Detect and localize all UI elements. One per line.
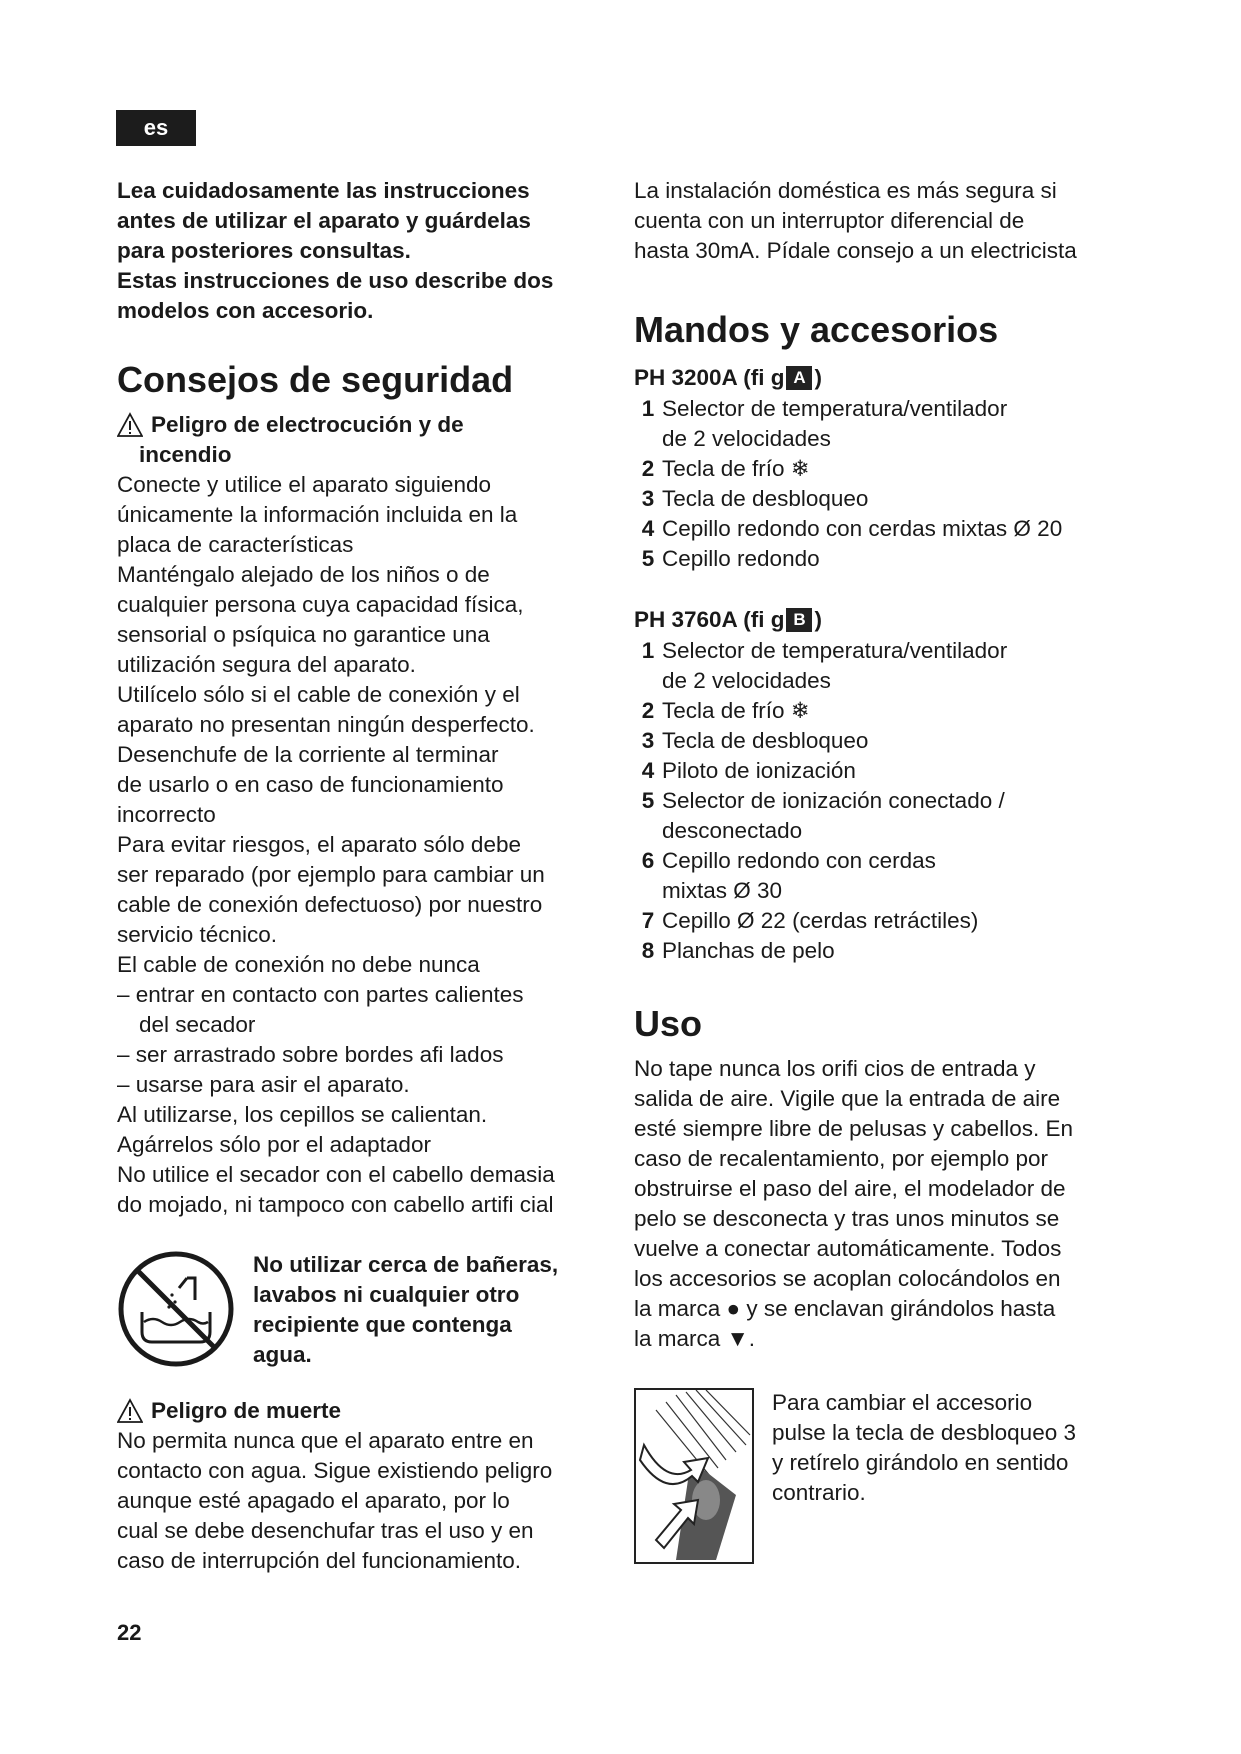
item-text: Tecla de desbloqueo <box>662 486 869 511</box>
body-line: El cable de conexión no debe nunca <box>117 952 480 977</box>
accessory-line: y retírelo girándolo en sentido <box>772 1450 1069 1475</box>
list-item <box>634 936 1129 966</box>
item-text: Cepillo Ø 22 (cerdas retráctiles) <box>662 908 979 933</box>
accessory-line: pulse la tecla de desbloqueo 3 <box>772 1420 1076 1445</box>
list-item <box>634 636 1129 666</box>
intro-line: Estas instrucciones de uso describe dos <box>117 268 554 293</box>
body-line: cualquier persona cuya capacidad física, <box>117 592 524 617</box>
list-item <box>634 394 1129 424</box>
safety-heading: Consejos de seguridad <box>117 359 514 400</box>
warning-title-text: incendio <box>139 442 232 467</box>
left-column <box>117 176 607 1576</box>
item-text: Piloto de ionización <box>662 758 856 783</box>
body-line: ser reparado (por ejemplo para cambiar un <box>117 862 545 887</box>
item-number: 5 <box>641 788 655 813</box>
intro-line: Lea cuidadosamente las instrucciones <box>117 178 530 203</box>
model-title <box>634 604 1129 636</box>
uso-heading: Uso <box>634 1003 703 1044</box>
item-number: 1 <box>641 638 655 663</box>
model-close: ) <box>814 607 822 632</box>
bath-warning-line: recipiente que contenga <box>253 1312 512 1337</box>
item-text: Tecla de desbloqueo <box>662 728 869 753</box>
model-name: PH 3200A (fi g <box>634 365 785 390</box>
body-line: Agárrelos sólo por el adaptador <box>117 1132 431 1157</box>
body-line: de usarlo o en caso de funcionamiento <box>117 772 504 797</box>
body-line: cable de conexión defectuoso) por nuestro <box>117 892 543 917</box>
body-line: aparato no presentan ningún desperfecto. <box>117 712 535 737</box>
bath-warning-line: agua. <box>253 1342 312 1367</box>
electrocution-warning-title <box>117 410 607 440</box>
list-item <box>634 846 1129 876</box>
dash-item: – entrar en contacto con partes calientes <box>117 982 524 1007</box>
body-line: la marca ▼. <box>634 1326 756 1351</box>
uso-body <box>634 1054 1129 1354</box>
body-line: Conecte y utilice el aparato siguiendo <box>117 472 491 497</box>
body-line: incorrecto <box>117 802 216 827</box>
item-number: 1 <box>641 396 655 421</box>
item-text: Cepillo redondo con cerdas mixtas Ø 20 <box>662 516 1063 541</box>
body-line: cual se debe desenchufar tras el uso y en <box>117 1518 534 1543</box>
warning-title-text: Peligro de muerte <box>151 1398 342 1423</box>
body-line: hasta 30mA. Pídale consejo a un electricista <box>634 238 1077 263</box>
body-line: vuelve a conectar automáticamente. Todos <box>634 1236 1062 1261</box>
list-item <box>634 454 1129 484</box>
accessory-line: Para cambiar el accesorio <box>772 1390 1033 1415</box>
controls-heading: Mandos y accesorios <box>634 309 999 350</box>
model2-parts-list <box>634 636 1129 966</box>
bath-warning-line: No utilizar cerca de bañeras, <box>253 1252 559 1277</box>
list-item-continued: mixtas Ø 30 <box>662 878 783 903</box>
warning-triangle-icon <box>117 1398 143 1424</box>
body-line: únicamente la información incluida en la <box>117 502 518 527</box>
body-line: aunque esté apagado el aparato, por lo <box>117 1488 510 1513</box>
list-item <box>634 726 1129 756</box>
list-item <box>634 786 1129 816</box>
dash-item: – usarse para asir el aparato. <box>117 1072 410 1097</box>
list-item <box>634 544 1129 574</box>
item-text: Selector de ionización conectado / <box>662 788 1005 813</box>
body-line: salida de aire. Vigile que la entrada de aire <box>634 1086 1061 1111</box>
body-line: caso de interrupción del funcionamiento. <box>117 1548 522 1573</box>
body-line: placa de características <box>117 532 354 557</box>
body-line: contacto con agua. Sigue existiendo peligro <box>117 1458 553 1483</box>
model1-parts-list <box>634 394 1129 574</box>
bath-warning-line: lavabos ni cualquier otro <box>253 1282 520 1307</box>
body-line: do mojado, ni tampoco con cabello artifi cial <box>117 1192 554 1217</box>
body-line: Utilícelo sólo si el cable de conexión y el <box>117 682 520 707</box>
body-line: Al utilizarse, los cepillos se calientan. <box>117 1102 488 1127</box>
body-line: utilización segura del aparato. <box>117 652 416 677</box>
list-item <box>634 756 1129 786</box>
body-line: No tape nunca los orifi cios de entrada y <box>634 1056 1036 1081</box>
dash-item: – ser arrastrado sobre bordes afi lados <box>117 1042 504 1067</box>
model-title <box>634 362 1129 394</box>
body-line: sensorial o psíquica no garantice una <box>117 622 490 647</box>
no-bath-icon <box>117 1250 235 1368</box>
body-line: La instalación doméstica es más segura si <box>634 178 1057 203</box>
model-close: ) <box>814 365 822 390</box>
item-number: 8 <box>641 938 655 963</box>
item-number: 7 <box>641 908 655 933</box>
dash-item: del secador <box>139 1012 256 1037</box>
page-number: 22 <box>117 1620 142 1645</box>
item-text: Cepillo redondo con cerdas <box>662 848 936 873</box>
item-text: Tecla de frío ❄ <box>662 698 810 723</box>
list-item <box>634 484 1129 514</box>
figure-label: A <box>786 366 812 390</box>
item-number: 2 <box>641 456 655 481</box>
intro-line: modelos con accesorio. <box>117 298 374 323</box>
intro-line: antes de utilizar el aparato y guárdelas <box>117 208 531 233</box>
intro-line: para posteriores consultas. <box>117 238 411 263</box>
accessory-illustration <box>634 1388 754 1564</box>
body-line: caso de recalentamiento, por ejemplo por <box>634 1146 1048 1171</box>
language-tag: es <box>116 110 196 146</box>
item-number: 4 <box>641 516 655 541</box>
body-line: pelo se desconecta y tras unos minutos se <box>634 1206 1060 1231</box>
body-line: obstruirse el paso del aire, el modelador de <box>634 1176 1066 1201</box>
right-column <box>634 176 1129 1564</box>
bath-warning <box>117 1250 607 1370</box>
body-line: esté siempre libre de pelusas y cabellos. En <box>634 1116 1073 1141</box>
item-text: Selector de temperatura/ventilador <box>662 638 1008 663</box>
item-number: 2 <box>641 698 655 723</box>
item-text: Cepillo redondo <box>662 546 820 571</box>
accessory-change <box>634 1388 1129 1564</box>
item-text: Selector de temperatura/ventilador <box>662 396 1008 421</box>
body-line: servicio técnico. <box>117 922 278 947</box>
body-line: No utilice el secador con el cabello demasia <box>117 1162 555 1187</box>
list-item-continued: de 2 velocidades <box>662 426 831 451</box>
body-line: Para evitar riesgos, el aparato sólo debe <box>117 832 521 857</box>
body-line: Desenchufe de la corriente al terminar <box>117 742 499 767</box>
item-number: 4 <box>641 758 655 783</box>
body-line: Manténgalo alejado de los niños o de <box>117 562 490 587</box>
model-name: PH 3760A (fi g <box>634 607 785 632</box>
body-line: la marca ● y se enclavan girándolos hasta <box>634 1296 1056 1321</box>
item-text: Planchas de pelo <box>662 938 835 963</box>
warning-triangle-icon <box>117 412 143 438</box>
accessory-line: contrario. <box>772 1480 866 1505</box>
body-line: los accesorios se acoplan colocándolos en <box>634 1266 1061 1291</box>
body-line: cuenta con un interruptor diferencial de <box>634 208 1025 233</box>
list-item-continued: desconectado <box>662 818 803 843</box>
item-number: 5 <box>641 546 655 571</box>
death-warning-title <box>117 1396 607 1426</box>
item-number: 3 <box>641 728 655 753</box>
list-item <box>634 514 1129 544</box>
item-text: Tecla de frío ❄ <box>662 456 810 481</box>
item-number: 3 <box>641 486 655 511</box>
item-number: 6 <box>641 848 655 873</box>
figure-label: B <box>786 608 812 632</box>
body-line: No permita nunca que el aparato entre en <box>117 1428 534 1453</box>
list-item-continued: de 2 velocidades <box>662 668 831 693</box>
warning-title-text: Peligro de electrocución y de <box>151 412 464 437</box>
list-item <box>634 906 1129 936</box>
list-item <box>634 696 1129 726</box>
